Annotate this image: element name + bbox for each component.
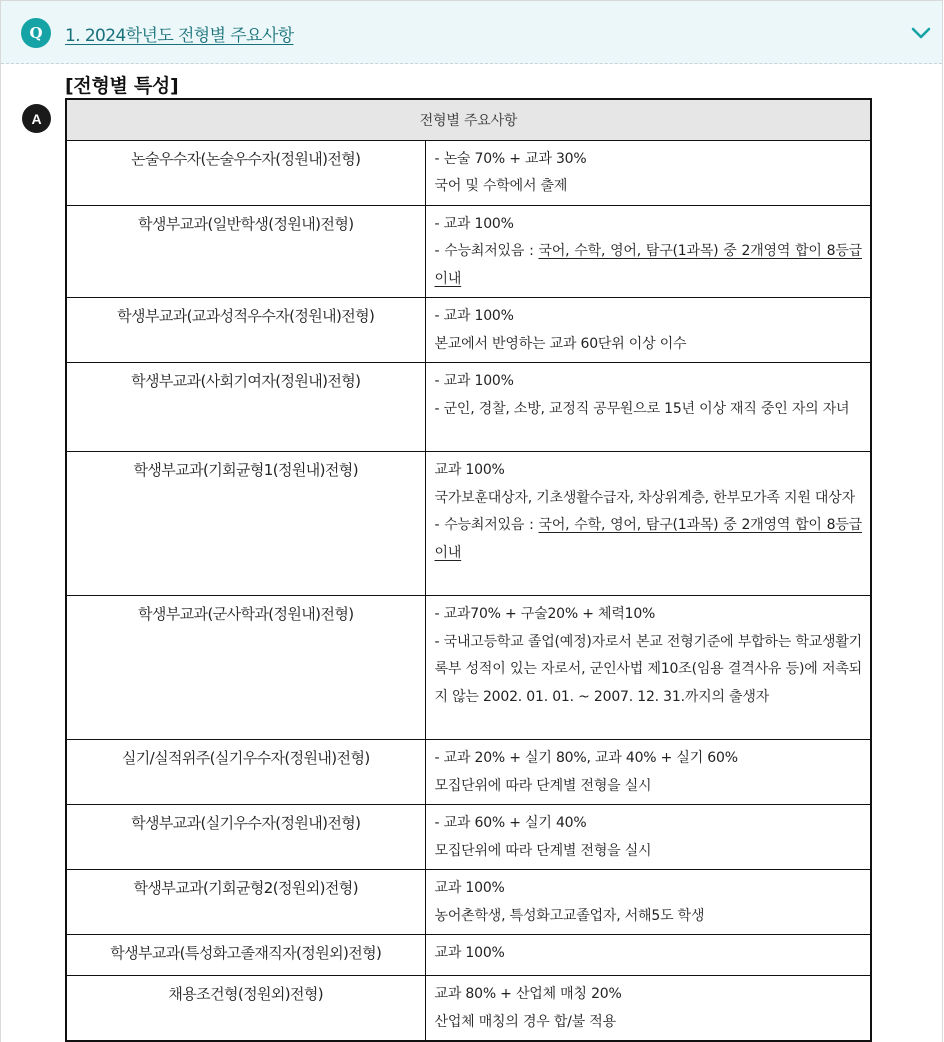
admission-type-cell: 실기/실적위주(실기우수자(정원내)전형): [66, 740, 425, 805]
description-line: [435, 810, 863, 838]
description-line: [435, 981, 863, 1009]
admission-description-cell: [425, 805, 871, 870]
question-badge: Q: [21, 18, 51, 48]
table-row: [66, 205, 871, 298]
table-row: [66, 298, 871, 363]
admission-type-cell: 학생부교과(기회균형1(정원내)전형): [66, 452, 425, 596]
table-row: [66, 740, 871, 805]
description-text: 국어 및 수학에서 출제: [434, 178, 568, 194]
description-line: [435, 396, 863, 424]
description-text: 모집단위에 따라 단계별 전형을 실시: [434, 777, 652, 794]
admission-types-table: [65, 98, 872, 1042]
csat-minimum-requirement: 국어, 수학, 영어, 탐구(1과목) 중 2개영역 합이 8등급 이내: [434, 517, 862, 561]
description-text: 산업체 매칭의 경우 합/불 적용: [434, 1013, 616, 1030]
description-text: - 교과70% + 구술20% + 체력10%: [434, 606, 656, 622]
admission-description-cell: [425, 298, 871, 363]
description-line: [435, 368, 863, 396]
admission-description-cell: [425, 870, 871, 935]
description-text: 교과 100%: [434, 880, 505, 896]
description-line: [435, 601, 863, 629]
description-text: - 교과 100%: [434, 373, 514, 389]
description-text: 교과 100%: [434, 945, 505, 961]
description-text: - 수능최저있음 :: [434, 243, 539, 259]
admission-description-cell: [425, 363, 871, 452]
description-line: [435, 745, 863, 773]
description-text: - 군인, 경찰, 소방, 교정직 공무원으로 15년 이상 재직 중인 자의 자녀: [434, 400, 850, 417]
description-text: - 논술 70% + 교과 30%: [434, 150, 587, 167]
description-line: [435, 903, 863, 931]
admission-type-cell: 학생부교과(실기우수자(정원내)전형): [66, 805, 425, 870]
admission-description-cell: [425, 740, 871, 805]
section-title: [전형별 특성]: [65, 75, 179, 97]
admission-type-cell: 학생부교과(사회기여자(정원내)전형): [66, 363, 425, 452]
table-row: [66, 870, 871, 935]
description-text: - 수능최저있음 :: [434, 517, 539, 533]
description-line: [435, 629, 863, 712]
description-text: - 교과 100%: [434, 215, 514, 232]
description-text: - 교과 20% + 실기 80%, 교과 40% + 실기 60%: [434, 750, 738, 766]
csat-minimum-requirement: 국어, 수학, 영어, 탐구(1과목) 중 2개영역 합이 8등급 이내: [434, 243, 862, 287]
admission-description-cell: [425, 596, 871, 740]
chevron-down-icon[interactable]: [909, 23, 933, 43]
table-row: [66, 596, 871, 740]
admission-type-cell: 채용조건형(정원외)전형): [66, 976, 425, 1042]
description-line: [435, 773, 863, 801]
description-line: [435, 838, 863, 866]
description-text: 국가보훈대상자, 기초생활수급자, 차상위계층, 한부모가족 지원 대상자: [434, 489, 855, 506]
table-row: [66, 140, 871, 205]
table-row: [66, 452, 871, 596]
description-line: [435, 173, 863, 201]
admission-type-cell: 논술우수자(논술우수자(정원내)전형): [66, 140, 425, 205]
table-row: [66, 976, 871, 1042]
description-line: [435, 303, 863, 331]
description-line: [435, 512, 863, 567]
description-line: [435, 457, 863, 485]
description-line: [435, 485, 863, 513]
table-body: [66, 140, 871, 1041]
description-line: [435, 211, 863, 239]
admission-type-cell: 학생부교과(일반학생(정원내)전형): [66, 205, 425, 298]
description-text: - 교과 60% + 실기 40%: [434, 815, 587, 831]
description-text: - 교과 100%: [434, 308, 514, 324]
description-line: [435, 238, 863, 293]
description-line: [435, 331, 863, 359]
description-text: 교과 80% + 산업체 매칭 20%: [434, 986, 622, 1002]
description-line: [435, 1009, 863, 1037]
description-text: 모집단위에 따라 단계별 전형을 실시: [434, 842, 652, 859]
description-text: 농어촌학생, 특성화고교졸업자, 서해5도 학생: [434, 907, 705, 924]
description-line: [435, 940, 863, 968]
admission-description-cell: [425, 140, 871, 205]
description-text: 본교에서 반영하는 교과 60단위 이상 이수: [434, 335, 687, 352]
answer-badge: A: [22, 104, 51, 133]
table-row: [66, 363, 871, 452]
table-row: [66, 935, 871, 976]
table-header: 전형별 주요사항: [66, 99, 871, 140]
description-line: [435, 875, 863, 903]
description-line: [435, 146, 863, 174]
description-text: 교과 100%: [434, 462, 505, 478]
admission-type-cell: 학생부교과(특성화고졸재직자(정원외)전형): [66, 935, 425, 976]
admission-description-cell: [425, 976, 871, 1042]
admission-description-cell: [425, 452, 871, 596]
admission-type-cell: 학생부교과(군사학과(정원내)전형): [66, 596, 425, 740]
question-header[interactable]: [1, 1, 942, 64]
description-text: - 국내고등학교 졸업(예정)자로서 본교 전형기준에 부합하는 학교생활기록부 성적이 있는 자로서, 군인사법 제10조(임용 결격사유 등)에 저촉되지 않는 2002. 01. 01. ~ 2007. 12. 31.까지의 출생자: [434, 633, 862, 705]
admission-type-cell: 학생부교과(기회균형2(정원외)전형): [66, 870, 425, 935]
admission-description-cell: [425, 935, 871, 976]
question-title-link[interactable]: 1. 2024학년도 전형별 주요사항: [65, 26, 294, 46]
admission-type-cell: 학생부교과(교과성적우수자(정원내)전형): [66, 298, 425, 363]
table-row: [66, 805, 871, 870]
admission-description-cell: [425, 205, 871, 298]
